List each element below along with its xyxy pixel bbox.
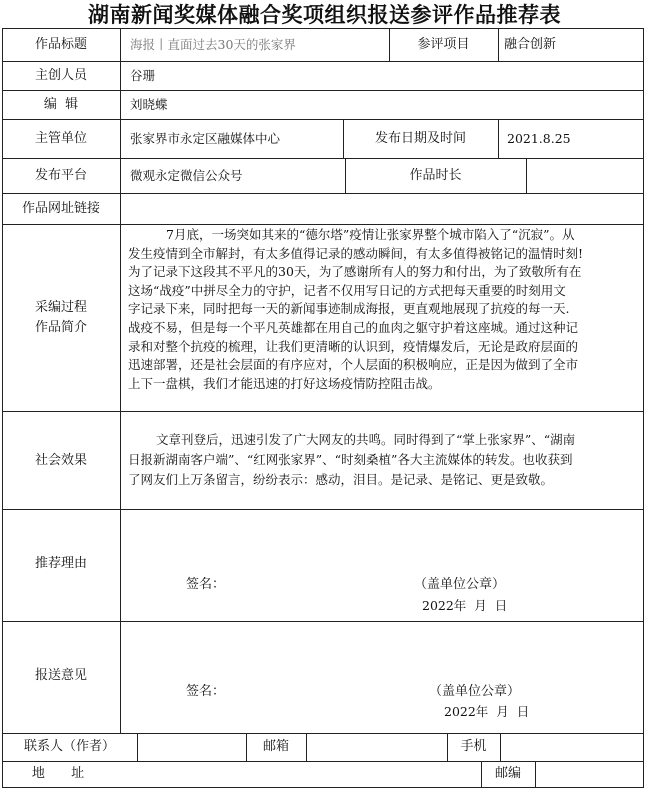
effect-line: 文章刊登后，迅速引发了广大网友的共鸣。同时得到了“掌上张家界”、“湖南: [156, 432, 576, 447]
summary-line: 迅速部署，还是社会层面的有序应对，个人层面的积极响应，正是因为做到了全市: [128, 357, 579, 373]
summary-line: 战疫不易，但是每一个平凡英雄都在用自己的血肉之躯守护着这座城。通过这种记: [128, 319, 579, 335]
effect-text: [128, 430, 636, 490]
form-title: 湖南新闻奖媒体融合奖项组织报送参评作品推荐表: [88, 3, 561, 27]
duration-label: 作品时长: [409, 168, 462, 183]
table-border: [498, 28, 499, 62]
table-border: [2, 761, 644, 762]
table-border: [2, 787, 644, 788]
work-title-label: 作品标题: [34, 37, 87, 52]
submit-label: 报送意见: [34, 668, 87, 683]
table-border: [2, 193, 644, 194]
contact-label: 联系人（作者）: [23, 739, 115, 754]
recommend-date: 2022年 月 日: [422, 598, 508, 613]
org-value[interactable]: 张家界市永定区融媒体中心: [130, 131, 281, 146]
recommend-label: 推荐理由: [34, 556, 87, 571]
table-border: [2, 224, 644, 225]
submit-seal-note: （盖单位公章）: [429, 684, 521, 699]
address-label: 地 址: [31, 766, 91, 781]
summary-line: 上下一盘棋，我们才能迅速的打好这场疫情防控阻击战。: [128, 375, 441, 391]
summary-text: [128, 226, 636, 393]
table-border: [535, 761, 536, 788]
work-title-value[interactable]: 海报丨直面过去30天的张家界: [130, 37, 296, 52]
postcode-label: 邮编: [494, 766, 521, 781]
table-border: [2, 119, 644, 120]
category-value[interactable]: 融合创新: [504, 37, 557, 52]
table-border: [2, 28, 644, 29]
summary-line: 为了记录下这段其不平凡的30天，为了感谢所有人的努力和付出，为了致敬所有在: [128, 264, 582, 280]
platform-value[interactable]: 微观永定微信公众号: [130, 168, 243, 183]
table-border: [2, 61, 644, 62]
table-border: [137, 733, 138, 762]
pubdate-label: 发布日期及时间: [374, 131, 466, 146]
table-border: [498, 119, 499, 159]
author-label: 主创人员: [34, 68, 87, 83]
submit-date: 2022年 月 日: [444, 704, 530, 719]
summary-label-line-2: 作品简介: [34, 320, 87, 335]
category-label: 参评项目: [417, 37, 470, 52]
table-border: [2, 509, 644, 510]
submit-signature-label: 签名：: [186, 684, 226, 699]
table-border: [2, 733, 644, 734]
table-border: [306, 733, 307, 762]
table-border: [2, 158, 644, 159]
recommend-signature-label: 签名：: [186, 577, 226, 592]
editor-value[interactable]: 刘晓蝶: [130, 97, 168, 112]
effect-line: 日报新湖南客户端”、“红网张家界”、“时刻桑植”各大主流媒体的转发。也收获到: [128, 452, 573, 467]
platform-label: 发布平台: [34, 168, 87, 183]
table-border: [2, 621, 644, 622]
url-label: 作品网址链接: [21, 201, 100, 216]
summary-line: 这场“战疫”中拼尽全力的守护，记者不仅用写日记的方式把每天重要的时刻用文: [128, 282, 566, 298]
pubdate-value[interactable]: 2021.8.25: [507, 131, 571, 146]
table-border: [2, 411, 644, 412]
table-border: [643, 28, 644, 788]
summary-line: 字记录下来，同时把每一天的新闻事迹制成海报，更直观地展现了抗疫的每一天.: [128, 301, 570, 317]
recommendation-form-table: [2, 28, 644, 788]
summary-line: 7月底，一场突如其来的“德尔塔”疫情让张家界整个城市陷入了“沉寂”。从: [166, 227, 575, 242]
phone-label: 手机: [460, 739, 487, 754]
org-label: 主管单位: [34, 131, 87, 146]
email-label: 邮箱: [262, 739, 289, 754]
summary-line: 录和对整个抗疫的梳理，让我们更清晰的认识到，疫情爆发后，无论是政府层面的: [128, 338, 579, 354]
summary-label-line-1: 采编过程: [34, 300, 87, 315]
effect-label: 社会效果: [34, 453, 87, 468]
table-border: [500, 733, 501, 762]
table-border: [526, 158, 527, 194]
table-border: [120, 28, 121, 733]
effect-line: 了网友们上万条留言，纷纷表示：感动，泪目。是记录、是铭记、更是致敬。: [128, 472, 554, 487]
recommend-seal-note: （盖单位公章）: [414, 577, 506, 592]
table-border: [2, 90, 644, 91]
summary-line: 发生疫情到全市解封，有太多值得记录的感动瞬间，有太多值得被铭记的温情时刻!: [128, 245, 584, 261]
editor-label: 编 辑: [43, 97, 79, 112]
author-value[interactable]: 谷珊: [130, 68, 156, 83]
